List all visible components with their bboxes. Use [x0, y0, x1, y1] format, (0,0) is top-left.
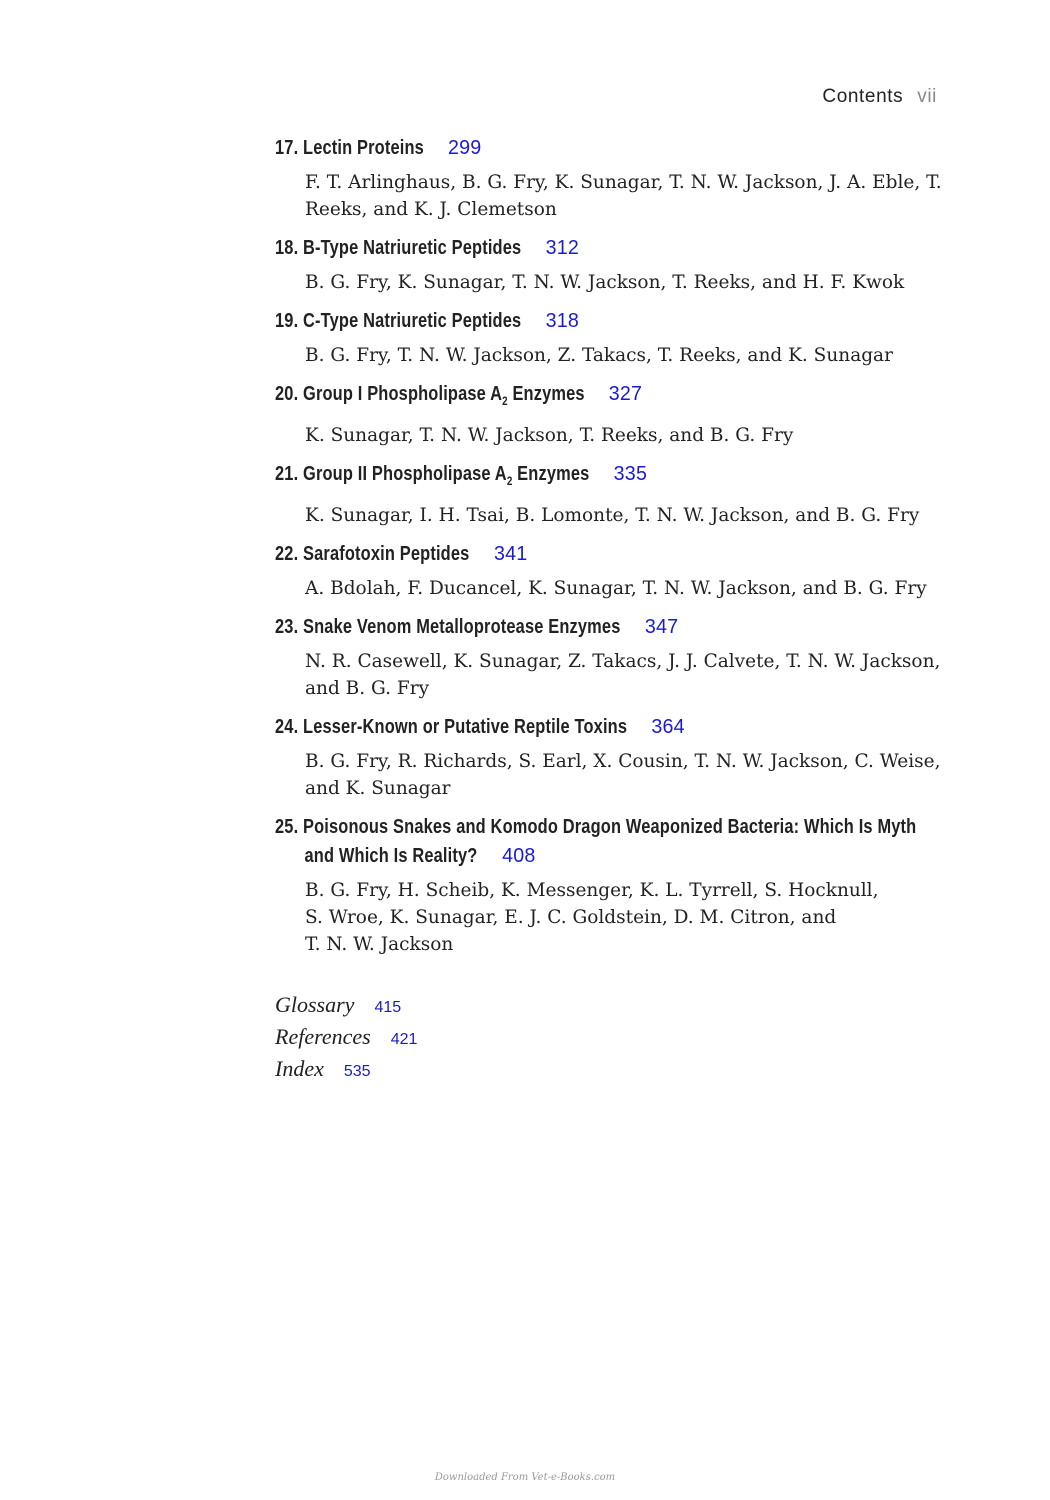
chapter-number: 24. [275, 716, 299, 738]
chapter-title-19[interactable] [275, 307, 824, 336]
chapter-title-18[interactable] [275, 234, 824, 263]
chapter-authors: B. G. Fry, R. Richards, S. Earl, X. Cousin, T. N. W. Jackson, C. Weise, and K. Sunagar [305, 751, 941, 799]
chapter-title-20[interactable] [275, 380, 824, 416]
chapter-page-link[interactable]: 335 [613, 463, 648, 485]
chapter-page-link[interactable]: 408 [501, 845, 536, 867]
chapter-title-text: Sarafotoxin Peptides [303, 543, 470, 565]
title-part: Enzymes [512, 463, 590, 485]
backmatter-label: Index [275, 1056, 324, 1081]
chapter-page-link[interactable]: 341 [493, 543, 528, 565]
chapter-title-text: B-Type Natriuretic Peptides [303, 237, 522, 259]
toc-entry-24 [275, 713, 945, 802]
chapter-page-link[interactable]: 312 [545, 237, 580, 259]
backmatter-references[interactable] [275, 1022, 417, 1054]
author-line: S. Wroe, K. Sunagar, E. J. C. Goldstein, D. M. Citron, and [305, 907, 837, 928]
chapter-title-21[interactable] [275, 460, 824, 496]
backmatter-label: References [275, 1024, 371, 1049]
chapter-title-text [303, 383, 585, 408]
download-watermark: Downloaded From Vet-e-Books.com [434, 1472, 616, 1483]
chapter-number: 18. [275, 237, 299, 259]
title-part: Enzymes [507, 383, 585, 405]
toc-entry-18 [275, 234, 945, 296]
title-part: Group II Phospholipase A [303, 463, 507, 485]
chapter-number: 20. [275, 383, 299, 405]
backmatter-glossary[interactable] [275, 990, 417, 1022]
chapter-title-22[interactable] [275, 540, 824, 569]
chapter-number: 21. [275, 463, 299, 485]
title-part: Group I Phospholipase A [303, 383, 503, 405]
subscript: 2 [506, 474, 513, 488]
chapter-page-link[interactable]: 364 [651, 716, 685, 738]
chapter-title-text: and Which Is Reality? [304, 845, 478, 867]
chapter-authors: A. Bdolah, F. Ducancel, K. Sunagar, T. N. W. Jackson, and B. G. Fry [305, 578, 927, 599]
chapter-title-text: Lectin Proteins [303, 137, 424, 159]
author-line: T. N. W. Jackson [305, 934, 454, 955]
toc-entry-22 [275, 540, 945, 602]
chapter-authors: F. T. Arlinghaus, B. G. Fry, K. Sunagar, T. N. W. Jackson, J. A. Eble, T. Reeks, and K. J. Clemetson [305, 172, 942, 220]
chapter-page-link[interactable]: 327 [609, 383, 643, 405]
backmatter-index[interactable] [275, 1054, 417, 1086]
running-head [822, 86, 937, 108]
chapter-title-17[interactable] [275, 134, 824, 163]
chapter-authors: K. Sunagar, T. N. W. Jackson, T. Reeks, and B. G. Fry [305, 425, 794, 446]
toc-entry-23 [275, 613, 945, 702]
chapter-number: 19. [275, 310, 299, 332]
chapter-authors [275, 877, 955, 958]
toc-entry-25 [275, 813, 945, 958]
backmatter-page-link[interactable]: 415 [374, 999, 402, 1016]
backmatter-list [275, 990, 417, 1086]
table-of-contents [275, 134, 945, 969]
chapter-number: 17. [275, 137, 299, 159]
backmatter-page-link[interactable]: 535 [343, 1063, 371, 1080]
chapter-number: 22. [275, 543, 299, 565]
chapter-title-text: Lesser-Known or Putative Reptile Toxins [303, 716, 628, 738]
chapter-authors: N. R. Casewell, K. Sunagar, Z. Takacs, J. J. Calvete, T. N. W. Jackson, and B. G. Fry [305, 651, 941, 699]
chapter-title-25[interactable] [275, 813, 917, 842]
toc-entry-19 [275, 307, 945, 369]
chapter-title-23[interactable] [275, 613, 824, 642]
chapter-page-link[interactable]: 299 [448, 137, 482, 159]
running-head-section: Contents [822, 86, 904, 107]
toc-entry-20 [275, 380, 945, 449]
chapter-authors: K. Sunagar, I. H. Tsai, B. Lomonte, T. N. W. Jackson, and B. G. Fry [305, 505, 920, 526]
chapter-page-link[interactable]: 347 [644, 616, 679, 638]
backmatter-page-link[interactable]: 421 [390, 1031, 418, 1048]
backmatter-label: Glossary [275, 992, 355, 1017]
chapter-title-text: C-Type Natriuretic Peptides [303, 310, 522, 332]
chapter-title-24[interactable] [275, 713, 824, 742]
chapter-authors: B. G. Fry, K. Sunagar, T. N. W. Jackson, T. Reeks, and H. F. Kwok [305, 272, 905, 293]
chapter-title-text: Poisonous Snakes and Komodo Dragon Weaponized Bacteria: Which Is Myth [303, 816, 917, 838]
chapter-number: 23. [275, 616, 299, 638]
page-folio: vii [917, 86, 937, 107]
chapter-title-text [303, 463, 590, 488]
author-line: B. G. Fry, H. Scheib, K. Messenger, K. L. Tyrrell, S. Hocknull, [305, 880, 879, 901]
subscript: 2 [502, 394, 508, 408]
chapter-title-25-cont[interactable] [275, 842, 824, 871]
chapter-title-text: Snake Venom Metalloprotease Enzymes [303, 616, 621, 638]
chapter-number: 25. [275, 816, 299, 838]
toc-entry-21 [275, 460, 945, 529]
chapter-page-link[interactable]: 318 [545, 310, 580, 332]
toc-entry-17 [275, 134, 945, 223]
chapter-authors: B. G. Fry, T. N. W. Jackson, Z. Takacs, T. Reeks, and K. Sunagar [305, 345, 893, 366]
